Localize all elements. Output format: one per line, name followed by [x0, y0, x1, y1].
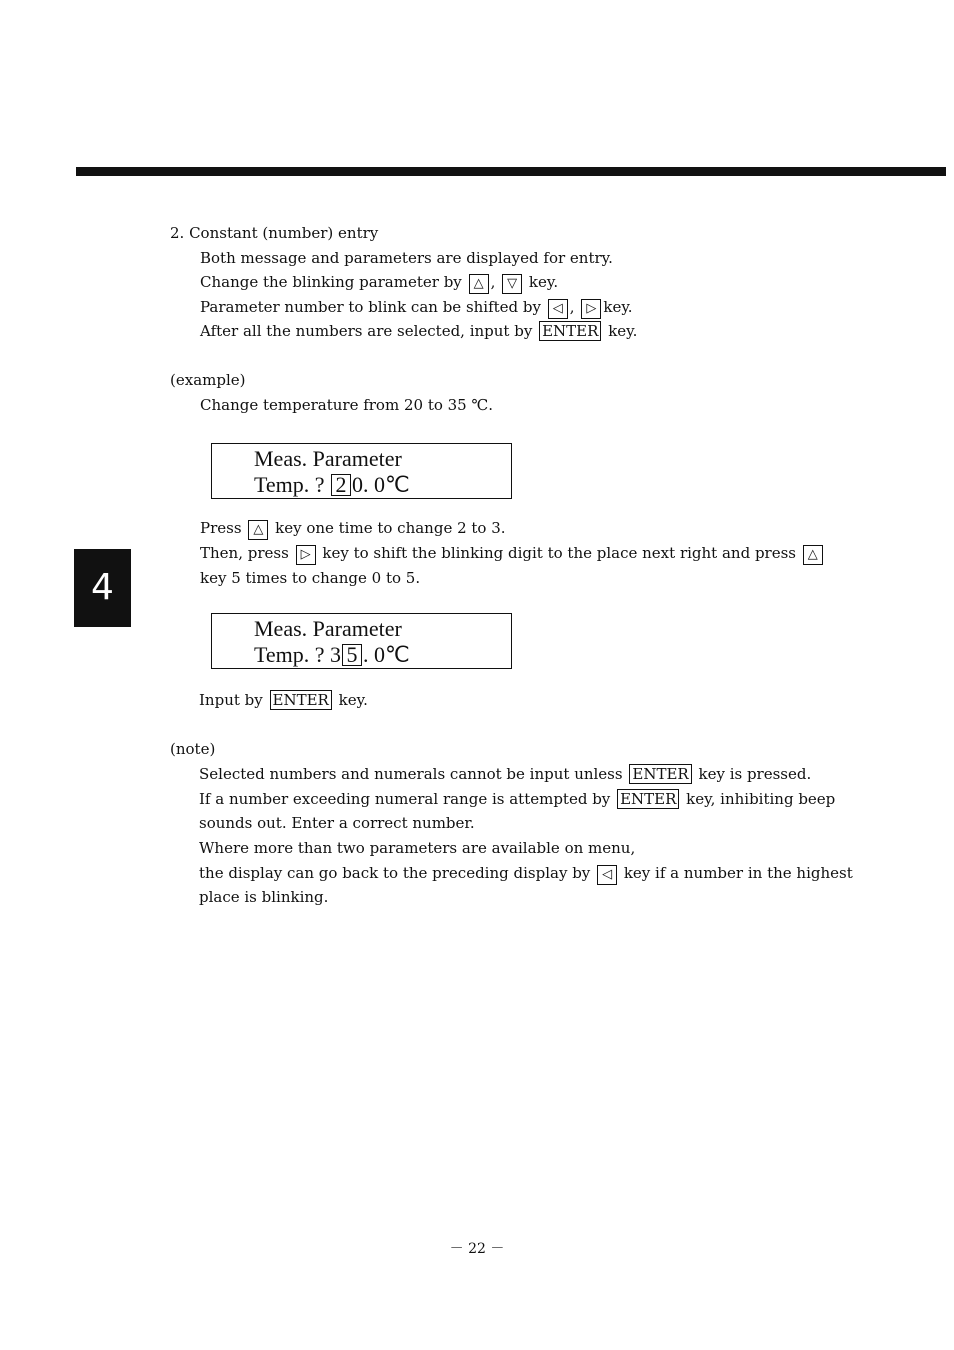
- lcd-row1: Meas. Parameter: [254, 446, 402, 471]
- lcd-row2: Temp. ? 3 5 . 0℃: [254, 642, 410, 667]
- note-line2: If a number exceeding numeral range is attempted by ENTER key, inhibiting beep: [199, 790, 836, 808]
- enter-key: ENTER: [629, 764, 691, 784]
- note-line1: Selected numbers and numerals cannot be input unless ENTER key is pressed.: [199, 765, 812, 783]
- step1: Press △ key one time to change 2 to 3.: [200, 518, 506, 540]
- blinking-digit: 5: [342, 644, 362, 666]
- up-key-icon: △: [469, 274, 489, 294]
- left-key-icon: ◁: [597, 865, 617, 885]
- section-line3: Parameter number to blink can be shifted by ◁ , ▷ key.: [200, 297, 633, 319]
- right-key-icon: ▷: [296, 545, 316, 565]
- lcd-display-1: [211, 443, 512, 499]
- section-line2: Change the blinking parameter by △ , ▽ key.: [200, 272, 558, 294]
- lcd-display-2: [211, 613, 512, 669]
- left-key-icon: ◁: [548, 299, 568, 319]
- example-label: (example): [170, 371, 246, 389]
- down-key-icon: ▽: [502, 274, 522, 294]
- lcd-row2: Temp. ? 2 0. 0℃: [254, 472, 410, 497]
- lcd-row1: Meas. Parameter: [254, 616, 402, 641]
- step2: Then, press ▷ key to shift the blinking digit to the place next right and press △: [200, 543, 825, 565]
- note-line6: place is blinking.: [199, 888, 329, 906]
- enter-key: ENTER: [270, 690, 332, 710]
- section-heading: 2. Constant (number) entry: [170, 224, 379, 242]
- enter-key: ENTER: [539, 321, 601, 341]
- note-label: (note): [170, 740, 216, 758]
- note-line3: sounds out. Enter a correct number.: [199, 814, 475, 832]
- section-line4: After all the numbers are selected, input by ENTER key.: [200, 322, 638, 340]
- right-key-icon: ▷: [581, 299, 601, 319]
- enter-key: ENTER: [617, 789, 679, 809]
- note-line4: Where more than two parameters are available on menu,: [199, 839, 636, 857]
- blinking-digit: 2: [331, 474, 351, 496]
- input-line: Input by ENTER key.: [199, 691, 368, 709]
- step3: key 5 times to change 0 to 5.: [200, 569, 421, 587]
- example-desc: Change temperature from 20 to 35 ℃.: [200, 396, 494, 414]
- up-key-icon: △: [803, 545, 823, 565]
- chapter-tab: 4: [74, 549, 131, 627]
- up-key-icon: △: [248, 520, 268, 540]
- section-line1: Both message and parameters are displayed for entry.: [200, 249, 613, 267]
- note-line5: the display can go back to the preceding display by ◁ key if a number in the highest: [199, 863, 853, 885]
- header-rule: [76, 167, 946, 176]
- page-number: － 22 －: [449, 1241, 505, 1257]
